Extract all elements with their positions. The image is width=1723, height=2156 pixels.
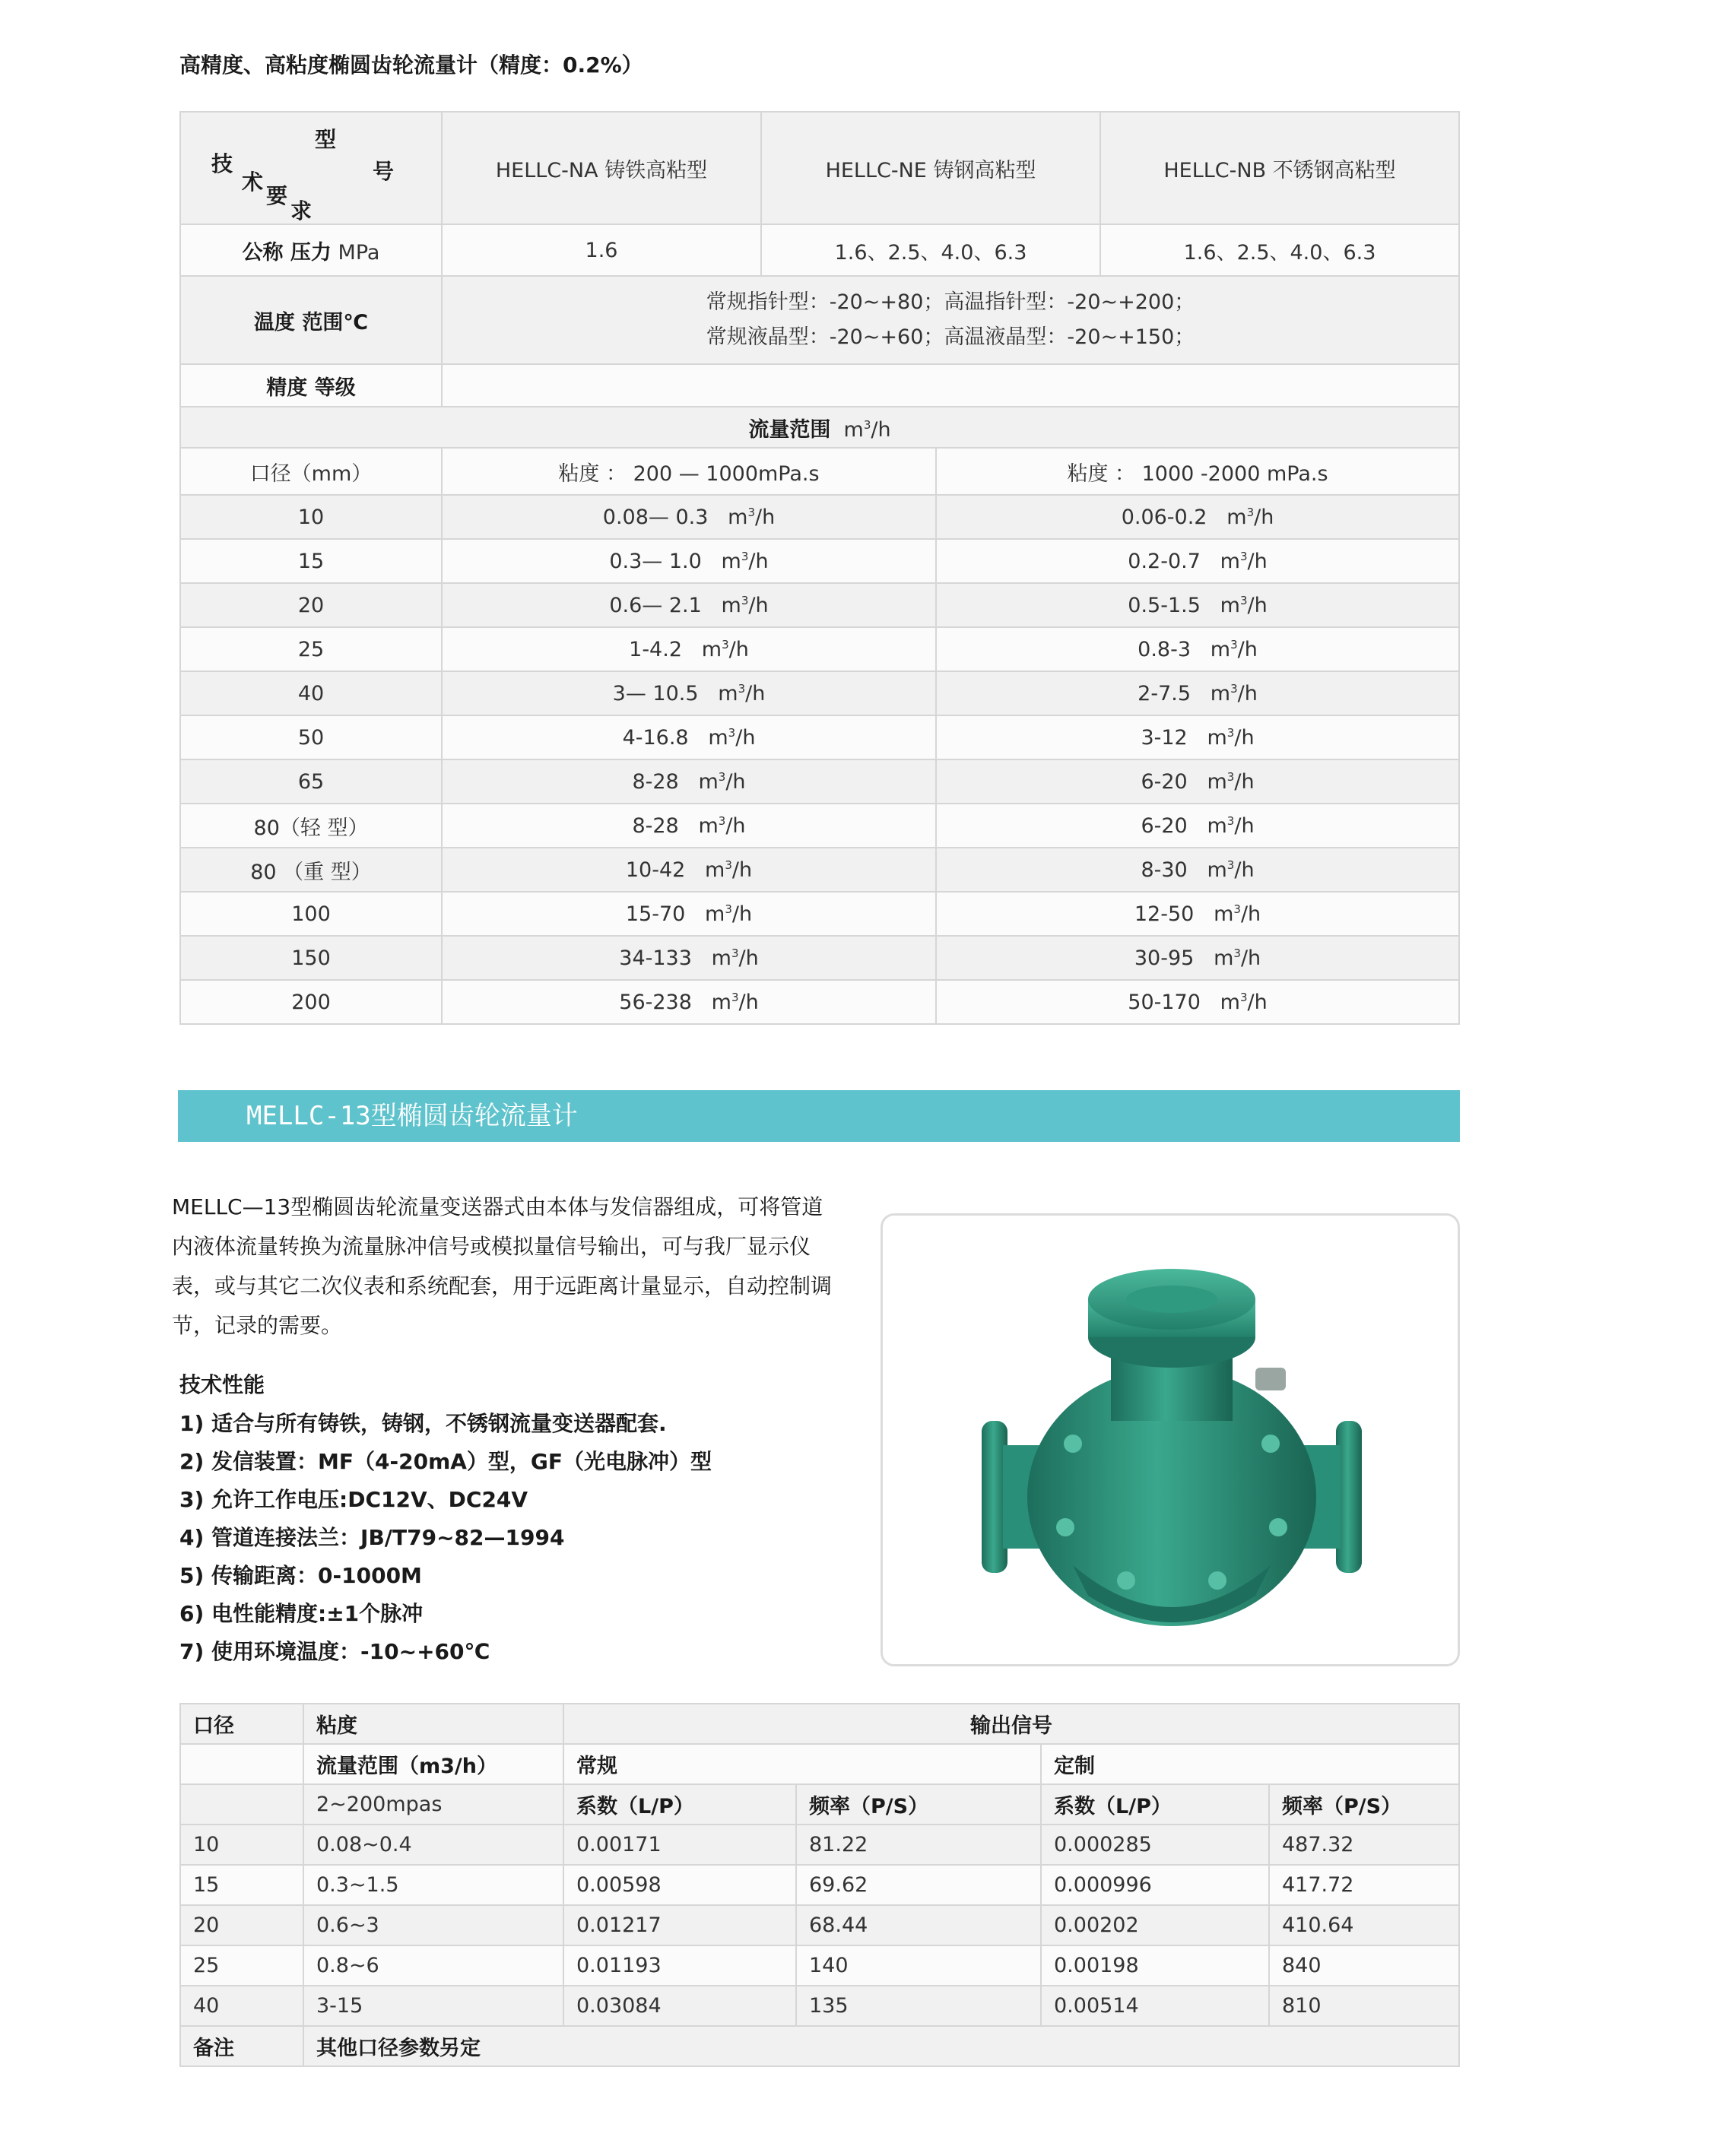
flow-low-value: 3— 10.5 (612, 681, 699, 705)
custom-coefficient: 0.00202 (1041, 1905, 1269, 1945)
spec-item: 2) 发信装置：MF（4-20mA）型，GF（光电脉冲）型 (179, 1449, 712, 1474)
table-row (180, 495, 1459, 539)
caliber-value: 100 (291, 902, 331, 926)
table-row (180, 1986, 1459, 2026)
temperature-line: 常规指针型：-20~+80；高温指针型：-20~+200； (706, 290, 1195, 314)
diagonal-header-cell (180, 112, 442, 224)
caliber-cell (180, 980, 442, 1024)
accuracy-value (442, 364, 1459, 407)
normal-frequency: 68.44 (796, 1905, 1041, 1945)
caliber-cell (180, 495, 442, 539)
flow-high-value: 12-50 (1134, 902, 1195, 926)
section-title: MELLC-13型椭圆齿轮流量计 (246, 1101, 578, 1131)
caliber-value: 40 (297, 681, 325, 705)
flow-high-value: 0.8-3 (1138, 637, 1192, 661)
flow-range-label: 流量范围 (748, 417, 831, 442)
caliber-cell (180, 627, 442, 671)
viscosity-low-header: 粘度 ： 200 — 1000mPa.s (442, 448, 936, 495)
spec-item: 4) 管道连接法兰：JB/T79~82—1994 (179, 1525, 565, 1550)
coefficient-header: 系数（L/P） (1041, 1784, 1269, 1825)
flowmeter-image (951, 1238, 1392, 1649)
spec-title: 技术性能 (179, 1372, 265, 1397)
page-title: 高精度、高粘度椭圆齿轮流量计（精度：0.2%） (179, 52, 643, 78)
intro-paragraph: MELLC—13型椭圆齿轮流量变送器式由本体与发信器组成，可将管道内液体流量转换为流量脉冲信号或模拟量信号输出，可与我厂显示仪表，或与其它二次仪表和系统配套，用于远距离计量显示，自动控制调节，记录的需要。 (172, 1194, 833, 1338)
caliber-value: 80 （重 型） (250, 860, 372, 884)
flow-low-value: 8-28 (632, 813, 679, 838)
normal-coefficient: 0.00171 (563, 1825, 796, 1865)
custom-frequency: 410.64 (1269, 1905, 1459, 1945)
product-photo-frame (881, 1213, 1460, 1666)
temperature-row (180, 276, 1459, 364)
flow-low-value: 0.3— 1.0 (609, 549, 702, 573)
corner-label: 求 (290, 198, 313, 224)
table-row (180, 715, 1459, 759)
table-row (180, 1945, 1459, 1986)
flow-low-cell: 0.6— 2.1 $m^3/h$ (442, 583, 936, 627)
corner-label: 号 (373, 159, 395, 184)
caliber-value: 15 (297, 549, 325, 573)
table-row (180, 583, 1459, 627)
corner-label: 型 (315, 127, 337, 152)
note-label: 备注 (180, 2026, 303, 2066)
table-row (180, 671, 1459, 715)
caliber-cell (180, 759, 442, 804)
flow-high-cell: 3-12 $m^3/h$ (936, 715, 1459, 759)
normal-frequency: 140 (796, 1945, 1041, 1986)
normal-frequency: 135 (796, 1986, 1041, 2026)
spec-item: 6) 电性能精度:±1个脉冲 (179, 1601, 424, 1626)
caliber-value: 200 (291, 990, 331, 1014)
table-row (180, 848, 1459, 892)
flow-high-cell: 0.8-3 $m^3/h$ (936, 627, 1459, 671)
flow-high-cell: 30-95 $m^3/h$ (936, 936, 1459, 980)
caliber-value: 80（轻 型） (253, 816, 369, 840)
flow-low-cell: 8-28 $m^3/h$ (442, 804, 936, 848)
flow-low-value: 56-238 (619, 990, 692, 1014)
custom-frequency: 487.32 (1269, 1825, 1459, 1865)
flow-high-cell: 8-30 $m^3/h$ (936, 848, 1459, 892)
flow-range-cell: 0.3~1.5 (303, 1865, 563, 1905)
table-row (180, 1825, 1459, 1865)
flow-high-cell: 50-170 $m^3/h$ (936, 980, 1459, 1024)
custom-frequency: 810 (1269, 1986, 1459, 2026)
pressure-row (180, 224, 1459, 276)
pressure-label: 公称 压力 (242, 240, 332, 265)
flow-low-value: 34-133 (619, 946, 692, 970)
flow-low-cell: 10-42 $m^3/h$ (442, 848, 936, 892)
caliber-cell (180, 936, 442, 980)
flow-high-value: 0.2-0.7 (1128, 549, 1201, 573)
flow-low-cell: 34-133 $m^3/h$ (442, 936, 936, 980)
note-text: 其他口径参数另定 (303, 2026, 1459, 2066)
temperature-cell (442, 276, 1459, 364)
frequency-header: 频率（P/S） (796, 1784, 1041, 1825)
flow-high-value: 30-95 (1134, 946, 1195, 970)
flow-low-cell: 15-70 $m^3/h$ (442, 892, 936, 936)
corner-label: 技 (211, 151, 233, 176)
custom-coefficient: 0.000996 (1041, 1865, 1269, 1905)
table2-header-row (180, 1704, 1459, 1744)
flow-high-cell: 0.2-0.7 $m^3/h$ (936, 539, 1459, 583)
corner-label: 要 (266, 183, 288, 208)
normal-frequency: 81.22 (796, 1825, 1041, 1865)
table-row (180, 980, 1459, 1024)
caliber-cell (180, 671, 442, 715)
flow-high-cell: 6-20 $m^3/h$ (936, 759, 1459, 804)
normal-coefficient: 0.00598 (563, 1865, 796, 1905)
table-row (180, 539, 1459, 583)
caliber-cell: 25 (180, 1945, 303, 1986)
table-row (180, 759, 1459, 804)
flow-low-cell: 0.08— 0.3 $m^3/h$ (442, 495, 936, 539)
caliber-value: 65 (297, 769, 325, 794)
caliber-header: 口径 (180, 1704, 303, 1744)
flow-range-row (180, 407, 1459, 448)
flow-low-value: 8-28 (632, 769, 679, 794)
caliber-value: 20 (297, 593, 325, 617)
flow-high-value: 8-30 (1141, 858, 1188, 882)
frequency-header: 频率（P/S） (1269, 1784, 1459, 1825)
flow-low-cell: 1-4.2 $m^3/h$ (442, 627, 936, 671)
custom-coefficient: 0.00198 (1041, 1945, 1269, 1986)
flow-high-cell: 2-7.5 $m^3/h$ (936, 671, 1459, 715)
flow-range-cell: 3-15 (303, 1986, 563, 2026)
pressure-value: 1.6、2.5、4.0、6.3 (761, 224, 1100, 276)
flow-high-value: 3-12 (1141, 725, 1188, 750)
flow-low-cell: 0.3— 1.0 $m^3/h$ (442, 539, 936, 583)
caliber-cell: 15 (180, 1865, 303, 1905)
flow-low-value: 10-42 (625, 858, 686, 882)
flow-high-value: 2-7.5 (1138, 681, 1192, 705)
caliber-cell: 40 (180, 1986, 303, 2026)
table-row (180, 1905, 1459, 1945)
spec-item: 5) 传输距离：0-1000M (179, 1563, 422, 1588)
caliber-cell (180, 892, 442, 936)
spec-list (179, 1405, 712, 1671)
caliber-cell (180, 715, 442, 759)
flow-rows (180, 495, 1459, 1024)
table2-subheader-row (180, 1784, 1459, 1825)
custom-frequency: 417.72 (1269, 1865, 1459, 1905)
flow-low-cell: 56-238 $m^3/h$ (442, 980, 936, 1024)
table-header-row (180, 112, 1459, 224)
flow-low-value: 15-70 (625, 902, 686, 926)
caliber-cell: 20 (180, 1905, 303, 1945)
caliber-cell (180, 583, 442, 627)
flow-low-cell: 3— 10.5 $m^3/h$ (442, 671, 936, 715)
caliber-cell: 10 (180, 1825, 303, 1865)
model-na: HELLC-NA 铸铁高粘型 (442, 112, 761, 224)
caliber-cell (180, 804, 442, 848)
coefficient-header: 系数（L/P） (563, 1784, 796, 1825)
caliber-value: 150 (291, 946, 331, 970)
flow-range-cell: 0.08~0.4 (303, 1825, 563, 1865)
normal-coefficient: 0.03084 (563, 1986, 796, 2026)
note-row (180, 2026, 1459, 2066)
flowmeter-spec-table (179, 111, 1460, 1025)
table-row (180, 627, 1459, 671)
pressure-value: 1.6、2.5、4.0、6.3 (1100, 224, 1459, 276)
caliber-value: 10 (297, 505, 325, 529)
custom-coefficient: 0.000285 (1041, 1825, 1269, 1865)
flow-low-value: 1-4.2 (629, 637, 683, 661)
flow-high-value: 6-20 (1141, 769, 1188, 794)
viscosity-high-header: 粘度 ： 1000 -2000 mPa.s (936, 448, 1459, 495)
viscosity-header-row (180, 448, 1459, 495)
flow-high-value: 0.06-0.2 (1121, 505, 1207, 529)
viscosity-range: 2~200mpas (303, 1784, 563, 1825)
flow-range-header: 流量范围 $m^3/h$ (180, 407, 1459, 448)
flow-range-cell: 0.6~3 (303, 1905, 563, 1945)
output-signal-header: 输出信号 (563, 1704, 1459, 1744)
custom-coefficient: 0.00514 (1041, 1986, 1269, 2026)
flow-range-cell: 0.8~6 (303, 1945, 563, 1986)
pressure-value: 1.6 (442, 224, 761, 276)
caliber-value: 25 (297, 637, 325, 661)
flow-low-value: 0.6— 2.1 (609, 593, 702, 617)
table-row (180, 1865, 1459, 1905)
output-signal-table (179, 1703, 1460, 2067)
table-row (180, 892, 1459, 936)
spec-item: 1) 适合与所有铸铁，铸钢，不锈钢流量变送器配套. (179, 1411, 667, 1436)
temperature-line: 常规液晶型：-20~+60；高温液晶型：-20~+150； (706, 325, 1195, 349)
flow-high-cell: 12-50 $m^3/h$ (936, 892, 1459, 936)
caliber-cell (180, 848, 442, 892)
normal-header: 常规 (563, 1744, 1041, 1784)
flow-high-value: 0.5-1.5 (1128, 593, 1201, 617)
accuracy-label: 精度 等级 (180, 364, 442, 407)
custom-header: 定制 (1041, 1744, 1459, 1784)
pressure-label-cell (180, 224, 442, 276)
normal-coefficient: 0.01193 (563, 1945, 796, 1986)
viscosity-header: 粘度 (303, 1704, 563, 1744)
table-row (180, 804, 1459, 848)
flow-low-cell: 8-28 $m^3/h$ (442, 759, 936, 804)
spec-item: 3) 允许工作电压:DC12V、DC24V (179, 1487, 528, 1512)
pressure-unit: MPa (338, 240, 380, 265)
table2-subheader-row (180, 1744, 1459, 1784)
flow-high-value: 50-170 (1128, 990, 1201, 1014)
table-row (180, 936, 1459, 980)
model-ne: HELLC-NE 铸钢高粘型 (761, 112, 1100, 224)
temperature-label: 温度 范围℃ (180, 276, 442, 364)
flow-high-cell: 0.5-1.5 $m^3/h$ (936, 583, 1459, 627)
accuracy-row (180, 364, 1459, 407)
spec-item: 7) 使用环境温度：-10~+60℃ (179, 1639, 490, 1664)
model-nb: HELLC-NB 不锈钢高粘型 (1100, 112, 1459, 224)
flow-range-header: 流量范围（m3/h） (303, 1744, 563, 1784)
caliber-value: 50 (297, 725, 325, 750)
output-rows (180, 1825, 1459, 2026)
corner-label: 术 (242, 170, 264, 195)
flow-high-cell: 6-20 $m^3/h$ (936, 804, 1459, 848)
flow-high-value: 6-20 (1141, 813, 1188, 838)
flow-low-value: 0.08— 0.3 (602, 505, 709, 529)
normal-frequency: 69.62 (796, 1865, 1041, 1905)
flow-high-cell: 0.06-0.2 $m^3/h$ (936, 495, 1459, 539)
caliber-header: 口径（mm） (180, 448, 442, 495)
normal-coefficient: 0.01217 (563, 1905, 796, 1945)
section-title-bar (178, 1090, 1460, 1142)
caliber-cell (180, 539, 442, 583)
flow-low-cell: 4-16.8 $m^3/h$ (442, 715, 936, 759)
custom-frequency: 840 (1269, 1945, 1459, 1986)
flow-low-value: 4-16.8 (622, 725, 689, 750)
